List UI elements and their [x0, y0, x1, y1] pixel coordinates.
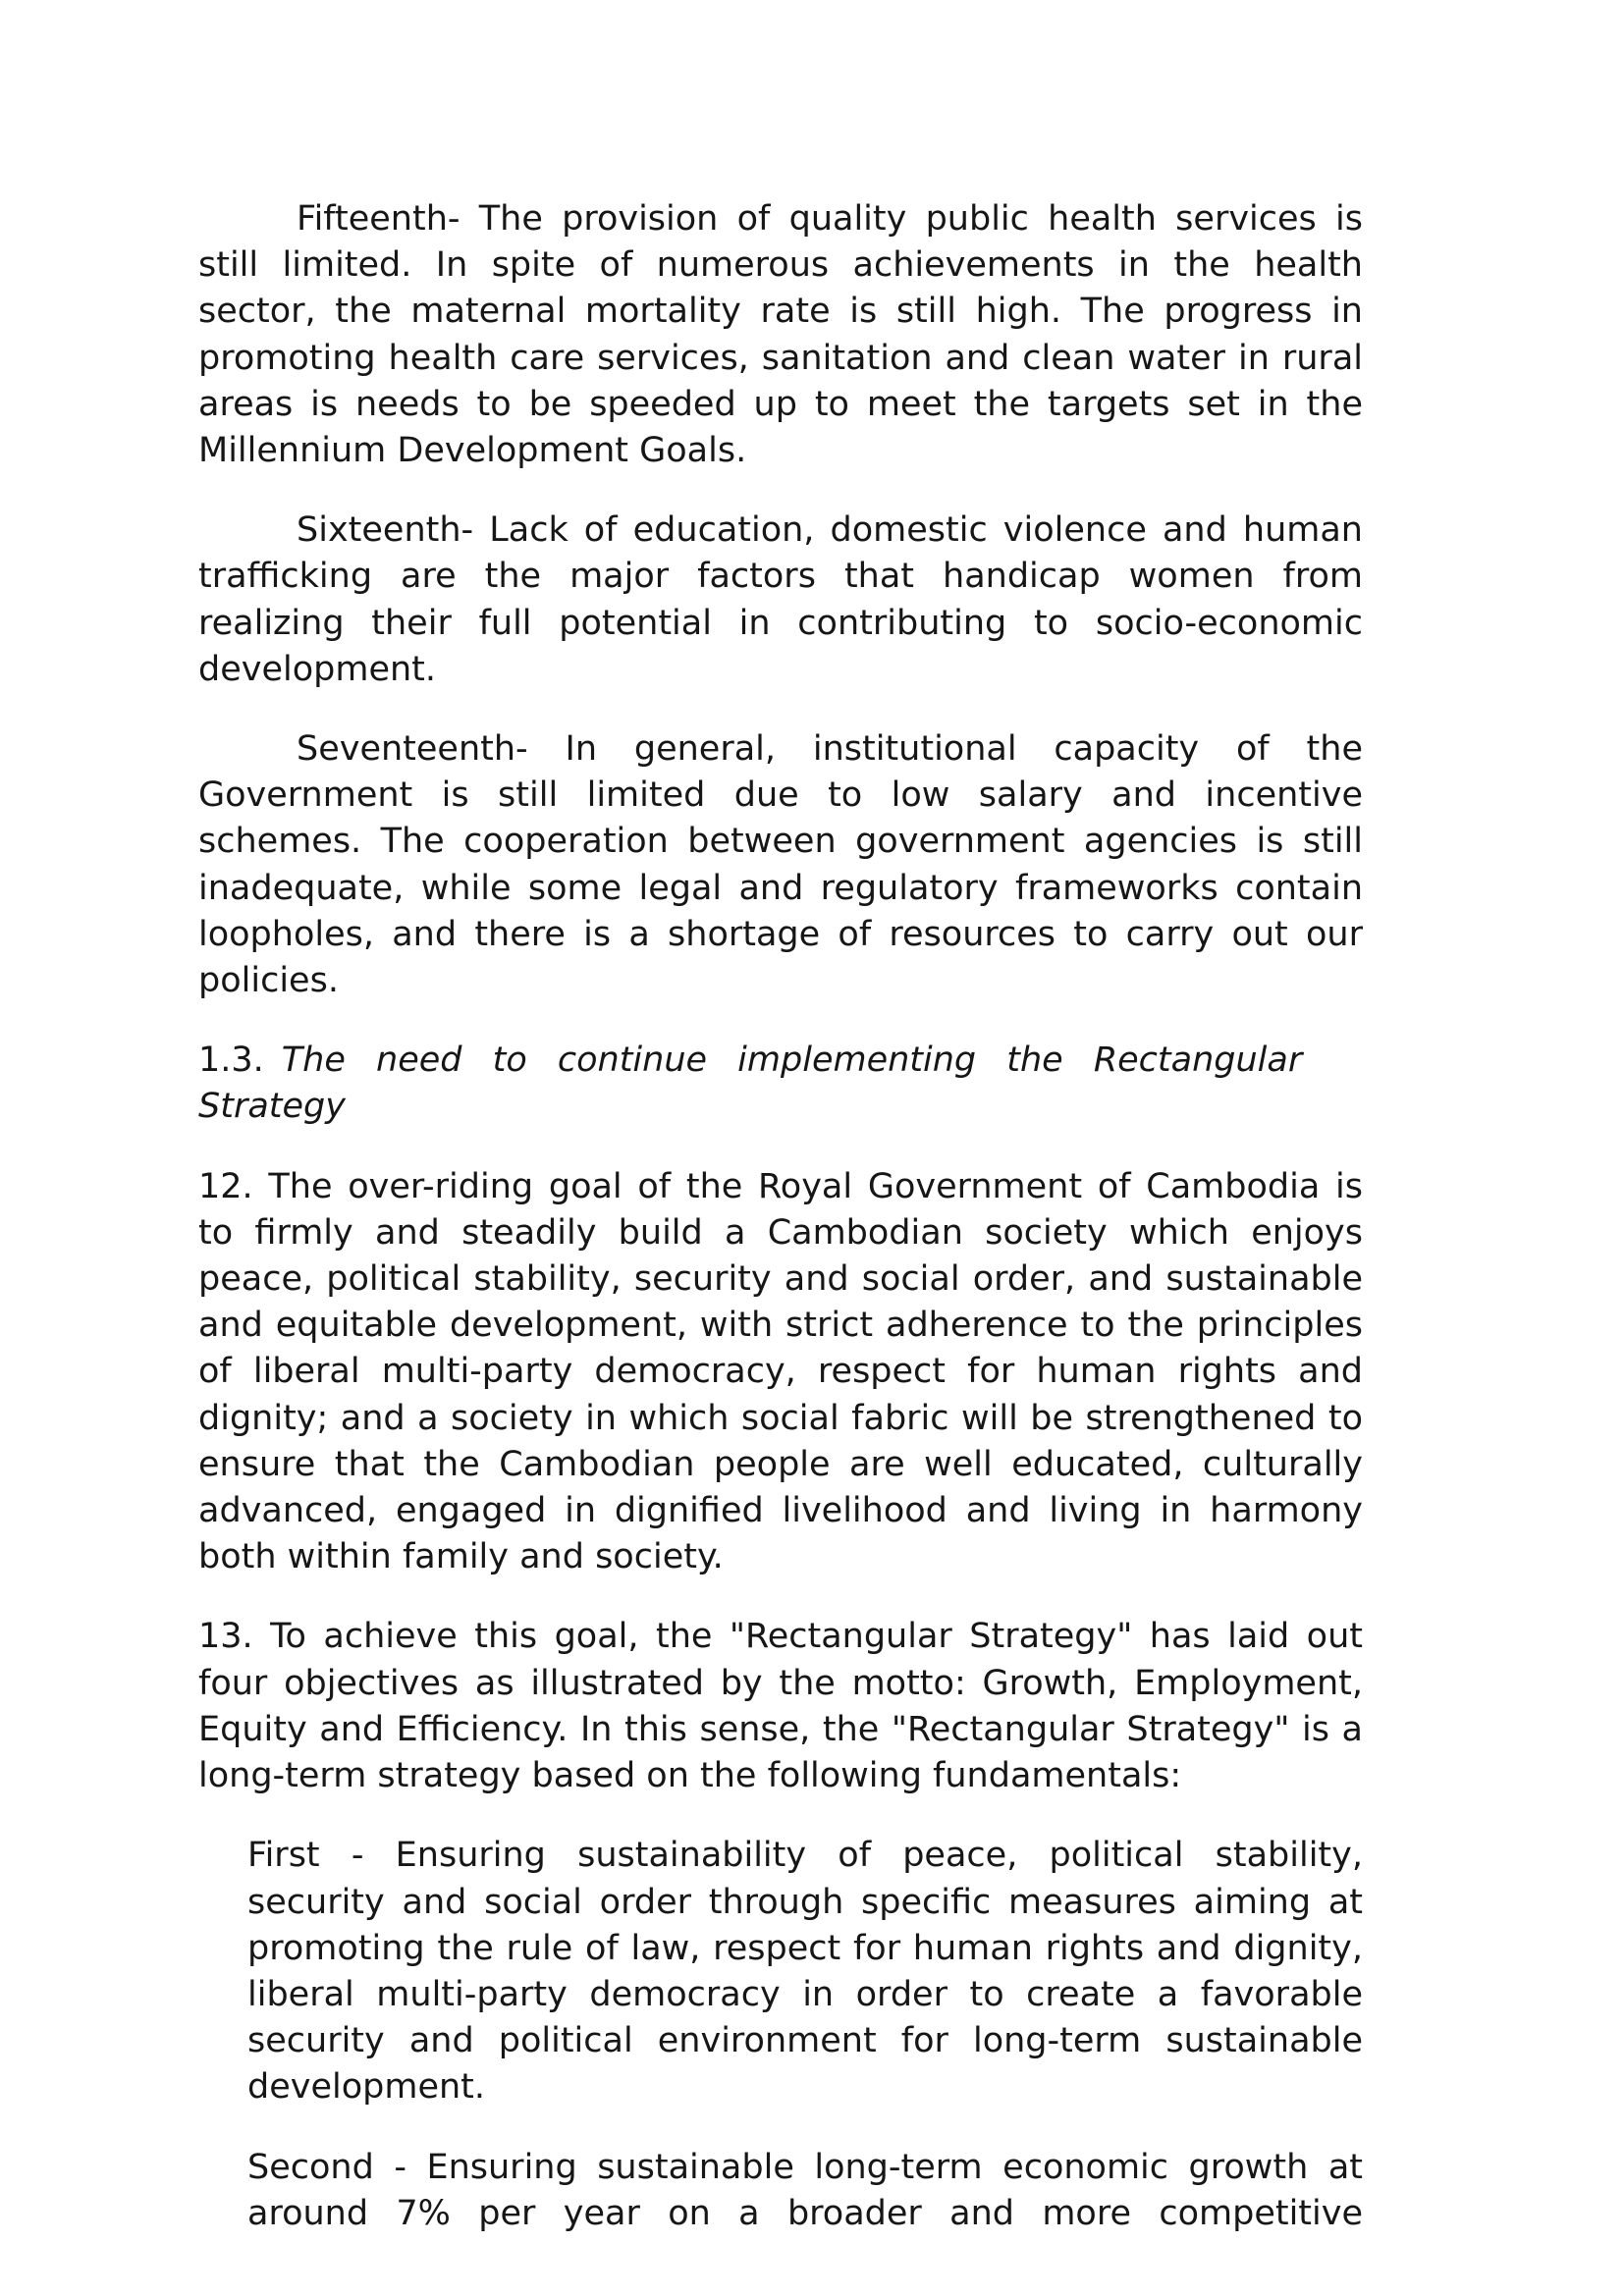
paragraph-sixteenth: Sixteenth- Lack of education, domestic violence and human trafficking are the major factors that handicap women from realizing their full potential in contributing to socio-economic development.	[198, 510, 1363, 689]
paragraph-fifteenth: Fifteenth- The provision of quality public health services is still limited. In spite of numerous achievements in the health sector, the maternal mortality rate is still high. The progress in promoting health care services, sanitation and clean water in rural areas is needs to be speeded up to meet the targets set in the Millennium Development Goals.	[198, 199, 1363, 471]
document-page	[198, 196, 1363, 2270]
section-title: The need to continue implementing the Rectangular Strategy	[198, 1041, 1303, 1127]
section-heading	[198, 1038, 1363, 1130]
paragraph-13: 13. To achieve this goal, the "Rectangular Strategy" has laid out four objectives as illustrated by the motto: Growth, Employment, Equity and Efficiency. In this sense, the "Rectangular Strategy" is a long-term strategy based on the following fundamentals:	[198, 1617, 1363, 1796]
fundamental-first: First - Ensuring sustainability of peace, political stability, security and social order through specific measures aiming at promoting the rule of law, respect for human rights and dignity, liberal multi-party democracy in order to create a favorable security and political environment for long-term sustainable development.	[247, 1836, 1363, 2108]
paragraph-12: 12. The over-riding goal of the Royal Government of Cambodia is to firmly and steadily build a Cambodian society which enjoys peace, political stability, security and social order, and sustainable and equitable development, with strict adherence to the principles of liberal multi-party democracy, respect for human rights and dignity; and a society in which social fabric will be strengthened to ensure that the Cambodian people are well educated, culturally advanced, engaged in dignified livelihood and living in harmony both within family and society.	[198, 1166, 1363, 1577]
section-number: 1.3.	[198, 1041, 264, 1081]
fundamental-second: Second - Ensuring sustainable long-term economic growth at around 7% per year on a broader and more competitive	[247, 2147, 1363, 2233]
paragraph-seventeenth: Seventeenth- In general, institutional capacity of the Government is still limited due to low salary and incentive schemes. The cooperation between government agencies is still inadequate, while some legal and regulatory frameworks contain loopholes, and there is a shortage of resources to carry out our policies.	[198, 729, 1363, 1001]
